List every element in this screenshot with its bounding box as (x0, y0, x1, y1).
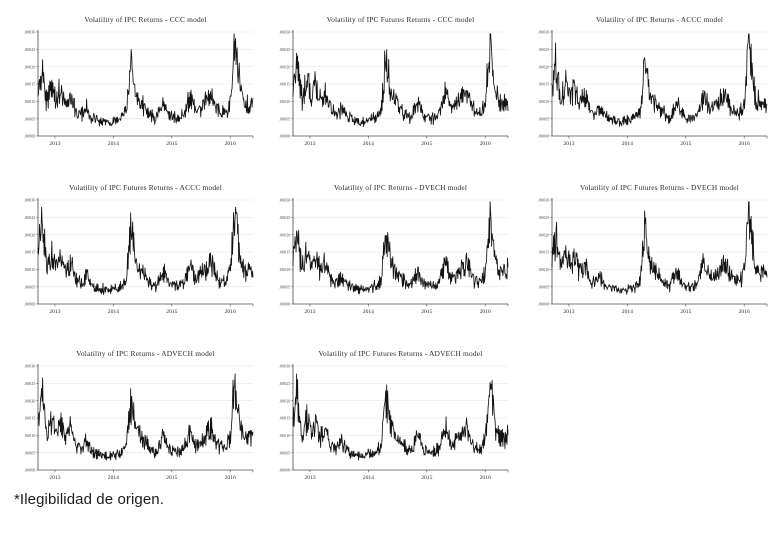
y-tick-label: .00000 (23, 133, 36, 139)
x-tick-label: 2014 (362, 309, 374, 315)
y-tick-label: .00005 (23, 450, 36, 456)
y-tick-label: .00005 (23, 116, 36, 122)
y-tick-label: .00005 (23, 284, 36, 290)
y-tick-label: .00000 (537, 301, 550, 307)
volatility-line (38, 374, 253, 460)
y-tick-label: .00025 (23, 46, 36, 52)
y-tick-label: .00020 (537, 64, 550, 70)
volatility-line (552, 34, 767, 127)
y-tick-label: .00030 (278, 363, 291, 369)
y-tick-label: .00025 (537, 214, 550, 220)
y-tick-label: .00000 (278, 133, 291, 139)
x-tick-label: 2015 (421, 475, 433, 481)
x-tick-label: 2014 (107, 309, 119, 315)
x-tick-label: 2013 (563, 141, 575, 147)
y-tick-label: .00010 (23, 98, 36, 104)
x-tick-label: 2014 (621, 309, 633, 315)
x-tick-label: 2016 (479, 309, 491, 315)
y-tick-label: .00015 (23, 415, 36, 421)
volatility-line (293, 202, 508, 294)
y-tick-label: .00020 (23, 64, 36, 70)
y-tick-label: .00010 (278, 432, 291, 438)
x-tick-label: 2013 (304, 475, 316, 481)
chart-cell (265, 342, 515, 500)
y-tick-label: .00020 (23, 232, 36, 238)
chart-title: Volatility of IPC Returns - CCC model (84, 15, 207, 24)
chart-cell (524, 176, 773, 334)
y-tick-label: .00015 (278, 415, 291, 421)
x-tick-label: 2014 (107, 141, 119, 147)
chart-title: Volatility of IPC Returns - ADVECH model (76, 349, 215, 358)
chart-svg (10, 176, 260, 334)
x-tick-label: 2016 (738, 309, 750, 315)
chart-cell (265, 176, 515, 334)
x-tick-label: 2016 (479, 475, 491, 481)
y-tick-label: .00030 (278, 197, 291, 203)
y-tick-label: .00030 (23, 197, 36, 203)
chart-cell (265, 8, 515, 166)
chart-title: Volatility of IPC Returns - ACCC model (595, 15, 724, 24)
y-tick-label: .00015 (23, 81, 36, 87)
chart-svg (10, 8, 260, 166)
x-tick-label: 2013 (49, 141, 61, 147)
y-tick-label: .00020 (278, 398, 291, 404)
chart-title: Volatility of IPC Futures Returns - ACCC model (69, 183, 222, 192)
chart-svg (265, 342, 515, 500)
y-tick-label: .00015 (537, 249, 550, 255)
chart-svg (524, 176, 773, 334)
y-tick-label: .00025 (278, 46, 291, 52)
y-tick-label: .00030 (23, 29, 36, 35)
y-tick-label: .00025 (23, 214, 36, 220)
y-tick-label: .00030 (537, 29, 550, 35)
y-tick-label: .00000 (23, 301, 36, 307)
x-tick-label: 2014 (621, 141, 633, 147)
y-tick-label: .00020 (278, 232, 291, 238)
y-tick-label: .00000 (23, 467, 36, 473)
y-tick-label: .00030 (23, 363, 36, 369)
y-tick-label: .00005 (537, 116, 550, 122)
y-tick-label: .00000 (278, 467, 291, 473)
x-tick-label: 2015 (421, 309, 433, 315)
y-tick-label: .00025 (278, 380, 291, 386)
volatility-line (552, 202, 767, 295)
y-tick-label: .00030 (278, 29, 291, 35)
x-tick-label: 2016 (224, 309, 236, 315)
x-tick-label: 2013 (563, 309, 575, 315)
y-tick-label: .00015 (537, 81, 550, 87)
x-tick-label: 2015 (166, 475, 178, 481)
x-tick-label: 2014 (362, 475, 374, 481)
y-tick-label: .00010 (537, 98, 550, 104)
chart-svg (10, 342, 260, 500)
chart-svg (524, 8, 773, 166)
volatility-line (293, 34, 508, 127)
y-tick-label: .00010 (278, 266, 291, 272)
x-tick-label: 2016 (738, 141, 750, 147)
y-tick-label: .00030 (537, 197, 550, 203)
volatility-line (38, 207, 253, 294)
x-tick-label: 2014 (362, 141, 374, 147)
y-tick-label: .00015 (23, 249, 36, 255)
chart-cell (10, 176, 260, 334)
y-tick-label: .00025 (278, 214, 291, 220)
y-tick-label: .00010 (278, 98, 291, 104)
x-tick-label: 2015 (421, 141, 433, 147)
y-tick-label: .00000 (278, 301, 291, 307)
chart-title: Volatility of IPC Returns - DVECH model (333, 183, 468, 192)
y-tick-label: .00010 (537, 266, 550, 272)
chart-svg (265, 8, 515, 166)
chart-title: Volatility of IPC Futures Returns - DVECH model (580, 183, 739, 192)
y-tick-label: .00005 (278, 116, 291, 122)
chart-cell (10, 342, 260, 500)
y-tick-label: .00020 (23, 398, 36, 404)
chart-title: Volatility of IPC Futures Returns - CCC model (326, 15, 475, 24)
chart-title: Volatility of IPC Futures Returns - ADVECH model (318, 349, 483, 358)
volatility-line (38, 34, 253, 126)
y-tick-label: .00025 (537, 46, 550, 52)
y-tick-label: .00025 (23, 380, 36, 386)
x-tick-label: 2013 (49, 475, 61, 481)
x-tick-label: 2015 (166, 309, 178, 315)
footnote: *Ilegibilidad de origen. (14, 491, 165, 508)
x-tick-label: 2015 (166, 141, 178, 147)
y-tick-label: .00000 (537, 133, 550, 139)
y-tick-label: .00010 (23, 432, 36, 438)
x-tick-label: 2016 (224, 475, 236, 481)
y-tick-label: .00020 (537, 232, 550, 238)
y-tick-label: .00010 (23, 266, 36, 272)
x-tick-label: 2014 (107, 475, 119, 481)
chart-cell (10, 8, 260, 166)
y-tick-label: .00020 (278, 64, 291, 70)
volatility-line (293, 374, 508, 460)
x-tick-label: 2013 (304, 141, 316, 147)
x-tick-label: 2015 (680, 309, 692, 315)
y-tick-label: .00005 (278, 450, 291, 456)
x-tick-label: 2013 (49, 309, 61, 315)
y-tick-label: .00005 (278, 284, 291, 290)
chart-cell (524, 8, 773, 166)
x-tick-label: 2013 (304, 309, 316, 315)
x-tick-label: 2016 (224, 141, 236, 147)
chart-svg (265, 176, 515, 334)
x-tick-label: 2016 (479, 141, 491, 147)
y-tick-label: .00015 (278, 81, 291, 87)
y-tick-label: .00015 (278, 249, 291, 255)
x-tick-label: 2015 (680, 141, 692, 147)
y-tick-label: .00005 (537, 284, 550, 290)
